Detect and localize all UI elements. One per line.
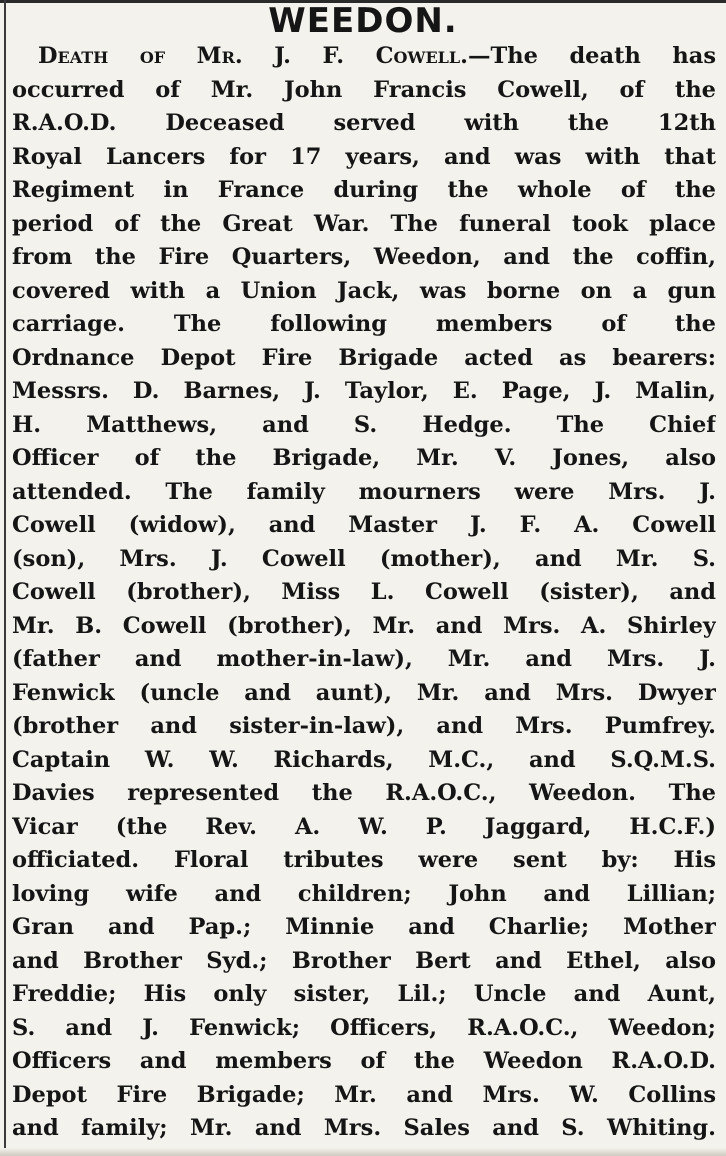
article-line: Cowell (brother), Miss L. Cowell (sister), and bbox=[12, 579, 716, 605]
article-line: Cowell (widow), and Master J. F. A. Cowell bbox=[12, 512, 716, 538]
article-line: Captain W. W. Richards, M.C., and S.Q.M.S. bbox=[12, 746, 716, 773]
article-line: Regiment in France during the whole of the bbox=[12, 177, 716, 203]
article-line: covered with a Union Jack, was borne on a gun bbox=[12, 277, 716, 304]
headline: WEEDON. bbox=[268, 1, 458, 41]
article-body bbox=[12, 40, 716, 1146]
article-line: loving wife and children; John and Lillian; bbox=[12, 880, 716, 907]
article-line: period of the Great War. The funeral took place bbox=[12, 210, 716, 237]
article-line: occurred of Mr. John Francis Cowell, of the bbox=[12, 76, 716, 103]
article-line bbox=[12, 40, 716, 74]
lede: Death of Mr. J. F. Cowell. bbox=[38, 43, 468, 69]
article-line: and family; Mr. and Mrs. Sales and S. Whiting. bbox=[12, 1115, 716, 1141]
article-line: S. and J. Fenwick; Officers, R.A.O.C., Weedon; bbox=[12, 1014, 716, 1041]
article-line: Mr. B. Cowell (brother), Mr. and Mrs. A. Shirley bbox=[12, 612, 716, 639]
article-line: R.A.O.D. Deceased served with the 12th bbox=[12, 110, 716, 136]
article-line: (father and mother-in-law), Mr. and Mrs. J. bbox=[12, 646, 716, 672]
article-line: Officer of the Brigade, Mr. V. Jones, also bbox=[12, 445, 716, 471]
clipping-bottom-edge bbox=[0, 1148, 726, 1156]
article-line-text: —The death has bbox=[467, 43, 716, 69]
article-line: (brother and sister-in-law), and Mrs. Pumfrey. bbox=[12, 713, 716, 739]
article-line: Freddie; His only sister, Lil.; Uncle and Aunt, bbox=[12, 981, 716, 1007]
article-line: Davies represented the R.A.O.C., Weedon. The bbox=[12, 780, 716, 806]
article-line: Gran and Pap.; Minnie and Charlie; Mother bbox=[12, 914, 716, 940]
article-line: attended. The family mourners were Mrs. J. bbox=[12, 478, 716, 505]
article-line: Messrs. D. Barnes, J. Taylor, E. Page, J. Malin, bbox=[12, 378, 716, 404]
article-line: Fenwick (uncle and aunt), Mr. and Mrs. Dwyer bbox=[12, 679, 716, 706]
article-line: Depot Fire Brigade; Mr. and Mrs. W. Collins bbox=[12, 1081, 716, 1108]
article-line: from the Fire Quarters, Weedon, and the coffin, bbox=[12, 244, 716, 270]
article-line: H. Matthews, and S. Hedge. The Chief bbox=[12, 411, 716, 438]
article-line: carriage. The following members of the bbox=[12, 311, 716, 337]
column-rule bbox=[4, 0, 6, 1156]
article-line: officiated. Floral tributes were sent by: His bbox=[12, 847, 716, 873]
article-line: (son), Mrs. J. Cowell (mother), and Mr. S. bbox=[12, 545, 716, 572]
article-line: Royal Lancers for 17 years, and was with that bbox=[12, 143, 716, 170]
article-line: Officers and members of the Weedon R.A.O.D. bbox=[12, 1048, 716, 1074]
article-line: Vicar (the Rev. A. W. P. Jaggard, H.C.F.) bbox=[12, 813, 716, 840]
article-line: and Brother Syd.; Brother Bert and Ethel, also bbox=[12, 947, 716, 974]
article-line: Ordnance Depot Fire Brigade acted as bearers: bbox=[12, 344, 716, 371]
